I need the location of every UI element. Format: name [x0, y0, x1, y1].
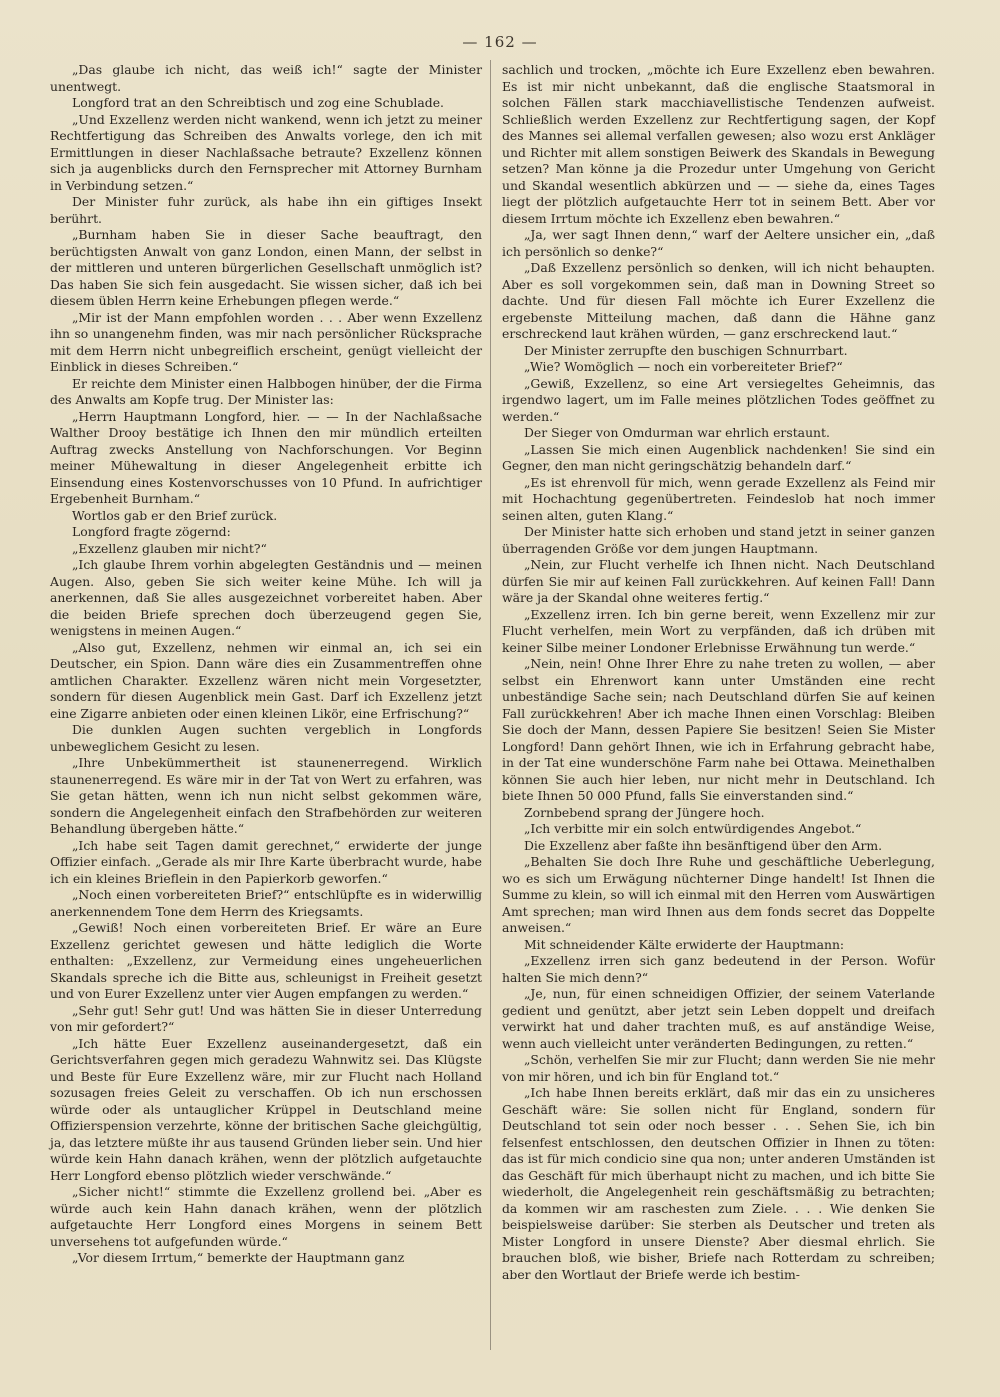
paragraph: „Lassen Sie mich einen Augenblick nachdenken! Sie sind ein Gegner, den man nicht geringschätzig behandeln darf.“	[502, 441, 935, 473]
paragraph: Die Exzellenz aber faßte ihn besänftigend über den Arm.	[524, 837, 883, 853]
paragraph: „Ich glaube Ihrem vorhin abgelegten Geständnis und — meinen Augen. Also, geben Sie sich weiter keine Mühe. Ich will ja anerkennen, daß Sie alles ausgezeichnet vorbereitet haben. Aber die beiden Briefe sprechen doch überzeugend gegen Sie, wenigstens in meinen Augen.“	[50, 557, 482, 638]
paragraph: „Daß Exzellenz persönlich so denken, will ich nicht behaupten. Aber es soll vorgekommen sein, daß man in Downing Street so dachte. Und für diesen Fall möchte ich Eurer Exzellenz die ergebenste Mitteilung machen, daß dann die Hähne ganz erschreckend laut krähen würden, — ganz erschreckend laut.“	[502, 260, 935, 341]
paragraph: „Mir ist der Mann empfohlen worden . . . Aber wenn Exzellenz ihn so unangenehm finden, was mir nach persönlicher Rücksprache mit dem Herrn nicht unbegreiflich erscheint, genügt vielleicht der Einblick in dieses Schreiben.“	[50, 309, 482, 374]
paragraph: Die dunklen Augen suchten vergeblich in Longfords unbeweglichem Gesicht zu lesen.	[50, 722, 482, 754]
left-column	[50, 62, 482, 1267]
paragraph: „Exzellenz glauben mir nicht?“	[72, 540, 267, 556]
paragraph: „Gewiß! Noch einen vorbereiteten Brief. Er wäre an Eure Exzellenz gerichtet gewesen und hätte lediglich die Worte enthalten: „Exzellenz, zur Vermeidung eines ungeheuerlichen Skandals spreche ich die Bitte aus, schleunigst in Freiheit gesetzt und von Eurer Exzellenz unter vier Augen empfangen zu werden.“	[50, 920, 482, 1001]
paragraph: „Ich habe Ihnen bereits erklärt, daß mir das ein zu unsicheres Geschäft wäre: Sie sollen nicht für England, sondern für Deutschland tot sein oder noch besser . . . Sehen Sie, ich bin felsenfest entschlossen, den deutschen Offizier in Ihnen zu töten: das ist für mich condicio sine qua non; unter anderen Umständen ist das Geschäft für mich überhaupt nicht zu machen, und ich bitte Sie wiederholt, die Angelegenheit rein geschäftsmäßig zu betrachten; da kommen wir am raschesten zum Ziele. . . . Wie denken Sie beispielsweise darüber: Sie sterben als Deutscher und treten als Mister Longford in unsere Dienste? Aber diesmal ehrlich. Sie brauchen bloß, wie bisher, Briefe nach Rotterdam zu schreiben; aber den Wortlaut der Briefe werde ich bestim-	[502, 1085, 935, 1282]
paragraph: Zornbebend sprang der Jüngere hoch.	[524, 804, 765, 820]
paragraph: „Exzellenz irren. Ich bin gerne bereit, wenn Exzellenz mir zur Flucht verhelfen, mein Wort zu verpfänden, daß ich drüben mit keiner Silbe meiner Londoner Erlebnisse Erwähnung tun werde.“	[502, 606, 935, 655]
right-column	[502, 62, 935, 1283]
paragraph: Longford fragte zögernd:	[72, 524, 231, 539]
paragraph: „Je, nun, für einen schneidigen Offizier, der seinem Vaterlande gedient und genützt, aber jetzt sein Leben doppelt und dreifach verwirkt hat und daher trachten muß, es auf anständige Weise, wenn auch vielleicht unter veränderten Bedingungen, zu retten.“	[502, 986, 935, 1051]
paragraph: „Nein, nein! Ohne Ihrer Ehre zu nahe treten zu wollen, — aber selbst ein Ehrenwort kann unter Umständen eine recht unbeständige Sache sein; nach Deutschland dürfen Sie auf keinen Fall zurückkehren! Aber ich mache Ihnen einen Vorschlag: Bleiben Sie doch der Mann, dessen Papiere Sie besitzen! Seien Sie Mister Longford! Dann gehört Ihnen, wie ich in Erfahrung gebracht habe, in der Tat eine wunderschöne Farm nahe bei Ottawa. Meinethalben können Sie auch hier leben, nur nicht mehr in Deutschland. Ich biete Ihnen 50 000 Pfund, falls Sie einverstanden sind.“	[502, 656, 935, 803]
paragraph: „Und Exzellenz werden nicht wankend, wenn ich jetzt zu meiner Rechtfertigung das Schreiben des Anwalts vorlege, den ich mit Ermittlungen in dieser Nachlaßsache betraute? Exzellenz können sich ja augenblicks durch den Fernsprecher mit Attorney Burnham in Verbindung setzen.“	[50, 111, 482, 193]
paragraph: Wortlos gab er den Brief zurück.	[72, 507, 278, 523]
paragraph: „Wie? Womöglich — noch ein vorbereiteter Brief?“	[524, 359, 843, 374]
paragraph: „Sehr gut! Sehr gut! Und was hätten Sie in dieser Unterredung von mir gefordert?“	[50, 1002, 482, 1034]
paragraph: „Behalten Sie doch Ihre Ruhe und geschäftliche Ueberlegung, wo es sich um Erwägung nüchterner Dinge handelt! Ist Ihnen die Summe zu klein, so will ich einmal mit den Herren vom Auswärtigen Amt sprechen; man wird Ihnen aus dem fonds secret das Doppelte anweisen.“	[502, 854, 935, 935]
paragraph: sachlich und trocken, „möchte ich Eure Exzellenz eben bewahren. Es ist mir nicht unbekannt, daß die englische Staatsmoral in solchen Fällen stark macchiavellistische Tendenzen aufweist. Schließlich werden Exzellenz zur Rechtfertigung sagen, der Kopf des Mannes sei allemal verfallen gewesen; also wozu erst Ankläger und Richter mit allem sonstigen Beiwerk des Skandals in Bewegung setzen? Man könne ja die Prozedur unter Umgehung von Gericht und Skandal wesentlich abkürzen und — — siehe da, eines Tages liegt der plötzlich aufgetauchte Herr tot in seinem Bett. Aber vor diesem Irrtum möchte ich Exzellenz eben bewahren.“	[502, 62, 935, 226]
paragraph: „Das glaube ich nicht, das weiß ich!“ sagte der Minister unentwegt.	[50, 62, 482, 94]
page-number: — 162 —	[462, 33, 538, 51]
paragraph: Longford trat an den Schreibtisch und zog eine Schublade.	[72, 95, 444, 110]
paragraph: „Ich hätte Euer Exzellenz auseinandergesetzt, daß ein Gerichtsverfahren gegen mich geradezu Wahnwitz sei. Das Klügste und Beste für Eure Exzellenz wäre, mir zur Flucht nach Holland sozusagen freies Geleit zu verschaffen. Ob ich nun erschossen würde oder als untauglicher Krüppel in Deutschland meine Offizierspension verzehrte, könne der britischen Sache gleichgültig, ja, das letztere müßte ihr aus tausend Gründen lieber sein. Und hier würde kein Hahn danach krähen, wenn der plötzlich aufgetauchte Herr Longford ebenso plötzlich wieder verschwände.“	[50, 1035, 482, 1183]
paragraph: „Ja, wer sagt Ihnen denn,“ warf der Aeltere unsicher ein, „daß ich persönlich so denke?“	[502, 227, 935, 259]
paragraph: „Gewiß, Exzellenz, so eine Art versiegeltes Geheimnis, das irgendwo lagert, um im Falle meines plötzlichen Todes geöffnet zu werden.“	[502, 375, 935, 424]
paragraph: „Herrn Hauptmann Longford, hier. — — In der Nachlaßsache Walther Drooy bestätige ich Ihnen den mir mündlich erteilten Auftrag zwecks Anstellung von Nachforschungen. Vor Beginn meiner Mühewaltung in dieser Angelegenheit erbitte ich Einsendung eines Kostenvorschusses von 10 Pfund. In aufrichtiger Ergebenheit Burnham.“	[50, 408, 482, 506]
paragraph: „Burnham haben Sie in dieser Sache beauftragt, den berüchtigsten Anwalt von ganz London, einen Mann, der selbst in der mittleren und unteren bürgerlichen Gesellschaft unmöglich ist? Das haben Sie sich fein ausgedacht. Sie wissen sicher, daß ich bei diesem üblen Herrn keine Erhebungen pflegen werde.“	[50, 227, 482, 308]
paragraph: „Sicher nicht!“ stimmte die Exzellenz grollend bei. „Aber es würde auch kein Hahn danach krähen, wenn der plötzlich aufgetauchte Herr Longford eines Morgens in seinem Bett unversehens tot aufgefunden würde.“	[50, 1184, 482, 1249]
column-divider	[490, 60, 491, 1350]
paragraph: „Also gut, Exzellenz, nehmen wir einmal an, ich sei ein Deutscher, ein Spion. Dann wäre dies ein Zusammentreffen ohne amtlichen Charakter. Exzellenz wären nicht mein Vorgesetzter, sondern für diesen Augenblick mein Gast. Darf ich Exzellenz jetzt eine Zigarre anbieten oder einen kleinen Likör, eine Erfrischung?“	[50, 639, 482, 721]
paragraph: „Nein, zur Flucht verhelfe ich Ihnen nicht. Nach Deutschland dürfen Sie mir auf keinen Fall zurückkehren. Auf keinen Fall! Dann wäre ja der Skandal ohne weiteres fertig.“	[502, 557, 935, 605]
paragraph: „Es ist ehrenvoll für mich, wenn gerade Exzellenz als Feind mir mit Hochachtung gegenübertreten. Feindeslob hat noch immer seinen alten, guten Klang.“	[502, 474, 935, 523]
paragraph: „Noch einen vorbereiteten Brief?“ entschlüpfte es in widerwillig anerkennendem Tone dem Herrn des Kriegsamts.	[50, 887, 482, 919]
paragraph: Der Minister fuhr zurück, als habe ihn ein giftiges Insekt berührt.	[50, 194, 482, 226]
paragraph: „Ihre Unbekümmertheit ist staunenerregend. Wirklich staunenerregend. Es wäre mir in der Tat von Wert zu erfahren, was Sie getan hätten, wenn ich nun nicht selbst gekommen wäre, sondern die Angelegenheit einfach den Strafbehörden zur weiteren Behandlung übergeben hätte.“	[50, 755, 482, 836]
paragraph: Der Sieger von Omdurman war ehrlich erstaunt.	[524, 425, 830, 440]
paragraph: „Exzellenz irren sich ganz bedeutend in der Person. Wofür halten Sie mich denn?“	[502, 953, 935, 985]
paragraph: „Ich verbitte mir ein solch entwürdigendes Angebot.“	[524, 821, 862, 836]
paragraph: „Ich habe seit Tagen damit gerechnet,“ erwiderte der junge Offizier einfach. „Gerade als mir Ihre Karte überbracht wurde, habe ich ein kleines Brieflein in den Papierkorb geworfen.“	[50, 837, 482, 886]
paragraph: Der Minister hatte sich erhoben und stand jetzt in seiner ganzen überragenden Größe vor dem jungen Hauptmann.	[502, 524, 935, 556]
paragraph: „Schön, verhelfen Sie mir zur Flucht; dann werden Sie nie mehr von mir hören, und ich bin für England tot.“	[502, 1052, 935, 1084]
paragraph: Er reichte dem Minister einen Halbbogen hinüber, der die Firma des Anwalts am Kopfe trug. Der Minister las:	[50, 375, 482, 407]
paragraph: „Vor diesem Irrtum,“ bemerkte der Hauptmann ganz	[72, 1250, 405, 1265]
paragraph: Mit schneidender Kälte erwiderte der Hauptmann:	[524, 936, 845, 952]
paragraph: Der Minister zerrupfte den buschigen Schnurrbart.	[524, 342, 848, 358]
